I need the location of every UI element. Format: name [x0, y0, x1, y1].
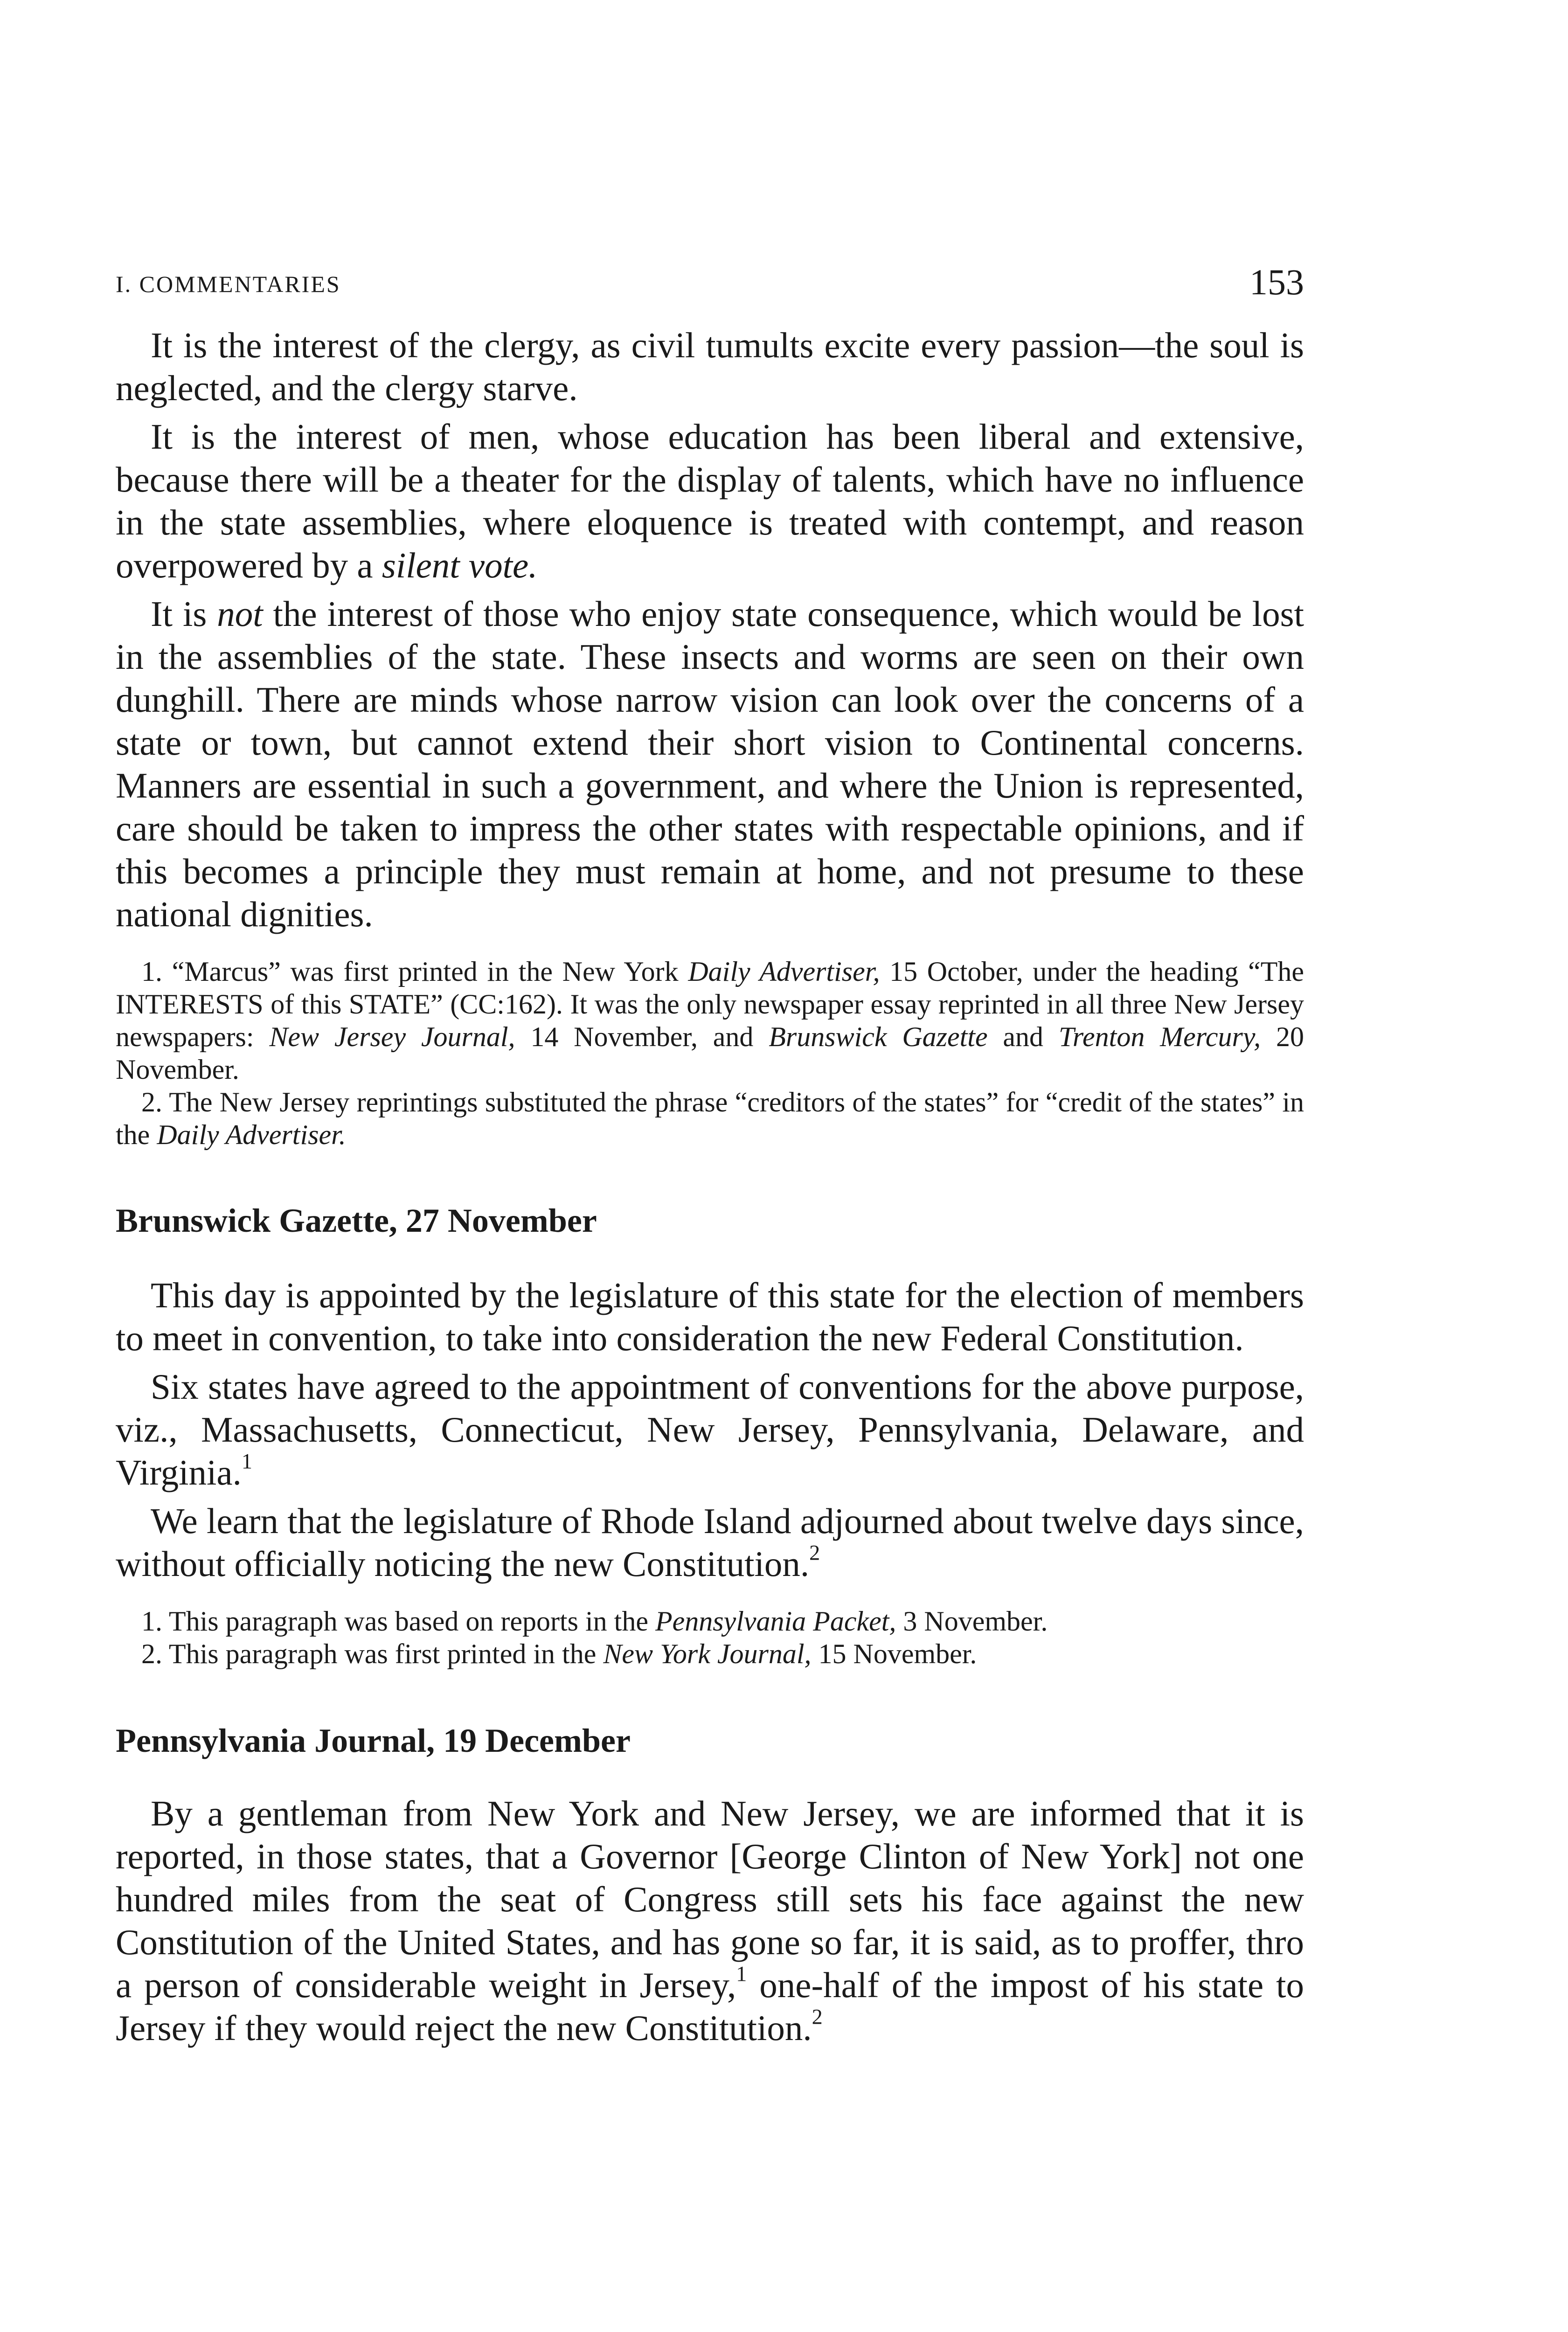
marcus-essay-continuation: [116, 324, 1304, 1151]
italic-text: Brunswick Gazette: [769, 1021, 988, 1052]
body-paragraph: It is the interest of the clergy, as civil tumults excite every passion—the soul is neglected, and the clergy starve.: [116, 325, 1304, 408]
body-paragraph: It is the interest of men, whose education has been liberal and extensive, because there will be a theater for the display of talents, which have no influence in the state assemblies, where eloquence is treated with contempt, and reason overpowered by a silent vote.: [116, 416, 1304, 585]
body-paragraph: By a gentleman from New York and New Jersey, we are informed that it is reported, in those states, that a Governor [George Clinton of New York] not one hundred miles from the seat of Congress still sets his face against the new Constitution of the United States, and has gone so far, it is said, as to proffer, thro a person of considerable weight in Jersey,$^1$ one-half of the impost of his state to Jersey if they would reject the new Constitution.$^2$: [116, 1793, 1304, 2048]
body-paragraph: This day is appointed by the legislature of this state for the election of members to meet in convention, to take into consideration the new Federal Constitution.: [116, 1275, 1304, 1358]
italic-text: New York Journal,: [603, 1638, 812, 1669]
marcus-footnotes: [116, 955, 1304, 1151]
footnote: 2. The New Jersey reprintings substituted the phrase “creditors of the states” for “credit of the states” in the Daily Advertiser.: [116, 1087, 1304, 1150]
footnote: 1. This paragraph was based on reports in the Pennsylvania Packet, 3 November.: [141, 1606, 1048, 1637]
document-page: [116, 261, 1304, 2055]
italic-text: Daily Advertiser,: [688, 956, 880, 987]
footnote: 2. This paragraph was first printed in the New York Journal, 15 November.: [141, 1638, 977, 1669]
body-paragraph: Six states have agreed to the appointment of conventions for the above purpose, viz., Massachusetts, Connecticut, New Jersey, Pennsylvania, Delaware, and Virginia.$^1$: [116, 1367, 1304, 1492]
italic-text: silent vote.: [382, 545, 538, 585]
brunswick-gazette-section: [116, 1201, 1304, 1670]
body-paragraph: We learn that the legislature of Rhode Island adjourned about twelve days since, without officially noticing the new Constitution.$^2$: [116, 1501, 1304, 1584]
italic-text: Pennsylvania Packet,: [655, 1606, 896, 1637]
brunswick-footnotes: [116, 1605, 1304, 1670]
italic-text: Daily Advertiser.: [157, 1119, 346, 1150]
footnote-marker: 2: [809, 1541, 820, 1565]
section-heading: Pennsylvania Journal, 19 December: [116, 1722, 631, 1759]
italic-text: not: [217, 594, 263, 634]
footnote-marker: 2: [812, 2005, 823, 2029]
footnote-marker: 1: [241, 1449, 252, 1473]
running-title: I. COMMENTARIES: [116, 271, 341, 297]
section-heading: Brunswick Gazette, 27 November: [116, 1202, 597, 1239]
pennsylvania-journal-section: [116, 1721, 1304, 2049]
running-header: [116, 261, 1304, 302]
italic-text: Trenton Mercury,: [1058, 1021, 1261, 1052]
footnote-marker: 1: [736, 1962, 747, 1986]
footnote: 1. “Marcus” was first printed in the New York Daily Advertiser, 15 October, under the heading “The INTERESTS of this STATE” (CC:162). It was the only newspaper essay reprinted in all three New Jersey newspapers: New Jersey Journal, 14 November, and Brunswick Gazette and Trenton Mercury, 20 November.: [116, 956, 1304, 1085]
page-number: 153: [1249, 262, 1304, 302]
body-paragraph: It is not the interest of those who enjoy state consequence, which would be lost in the assemblies of the state. These insects and worms are seen on their own dunghill. There are minds whose narrow vision can look over the concerns of a state or town, but cannot extend their short vision to Continental concerns. Manners are essential in such a government, and where the Union is represented, care should be taken to impress the other states with respectable opinions, and if this becomes a principle they must remain at home, and not presume to these national dignities.: [116, 594, 1304, 934]
italic-text: New Jersey Journal,: [269, 1021, 515, 1052]
